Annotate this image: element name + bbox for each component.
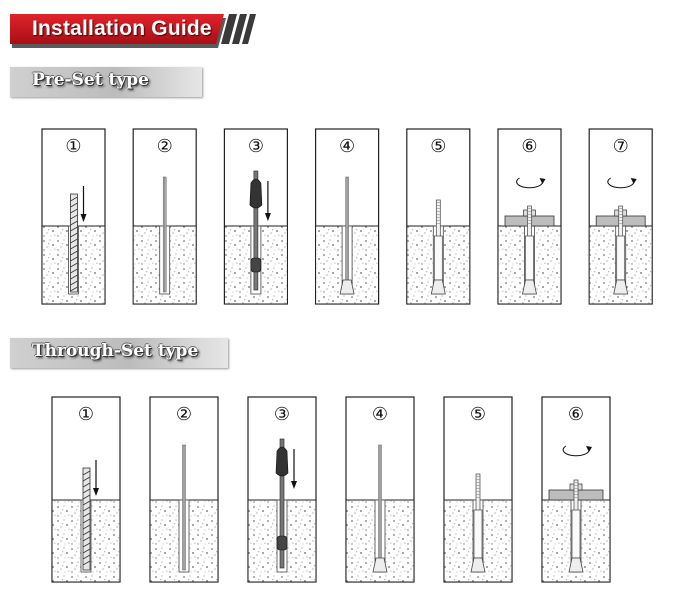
step-panel-throughset-2 xyxy=(150,397,218,582)
pre-set-type-text: Pre-Set type xyxy=(32,70,149,90)
step-number: ⑤ xyxy=(430,136,447,157)
step-number: ④ xyxy=(339,136,356,157)
step-number: ⑦ xyxy=(612,136,629,157)
expansion-sleeve xyxy=(572,510,580,558)
step-panel-preset-2 xyxy=(133,129,196,304)
blow-pipe xyxy=(183,445,186,570)
step-number: ④ xyxy=(371,404,389,425)
setting-tool xyxy=(379,445,382,566)
expansion-sleeve xyxy=(617,236,625,280)
step-panel-throughset-5 xyxy=(444,397,512,582)
step-number: ① xyxy=(65,136,82,157)
step-number: ⑥ xyxy=(567,404,585,425)
step-number: ⑥ xyxy=(521,136,538,157)
step-number: ③ xyxy=(273,404,291,425)
step-number: ② xyxy=(156,136,173,157)
step-panel-throughset-3 xyxy=(248,397,316,582)
step-panel-preset-5 xyxy=(407,129,470,304)
blow-pipe xyxy=(163,177,166,292)
banner-title: Installation Guide xyxy=(32,17,212,40)
step-panel-preset-6 xyxy=(498,129,561,304)
step-number: ③ xyxy=(247,136,264,157)
step-number: ⑤ xyxy=(469,404,487,425)
hammer-head xyxy=(250,179,262,208)
through-set-type-text: Through-Set type xyxy=(32,341,199,361)
step-panel-preset-1 xyxy=(42,129,105,304)
step-panel-preset-4 xyxy=(316,129,379,304)
step-panel-throughset-1 xyxy=(52,397,120,582)
expansion-sleeve xyxy=(526,236,534,280)
setting-tool xyxy=(346,177,349,288)
step-panel-preset-3 xyxy=(224,129,287,304)
hammer-head xyxy=(276,447,288,476)
step-panel-preset-7 xyxy=(589,129,652,304)
step-panel-throughset-4 xyxy=(346,397,414,582)
anchor-sleeve xyxy=(251,258,261,272)
step-number: ① xyxy=(77,404,95,425)
anchor-sleeve xyxy=(277,536,287,550)
step-number: ② xyxy=(175,404,193,425)
expansion-sleeve xyxy=(434,236,442,280)
expansion-sleeve xyxy=(474,510,482,558)
step-panel-throughset-6 xyxy=(542,397,610,582)
